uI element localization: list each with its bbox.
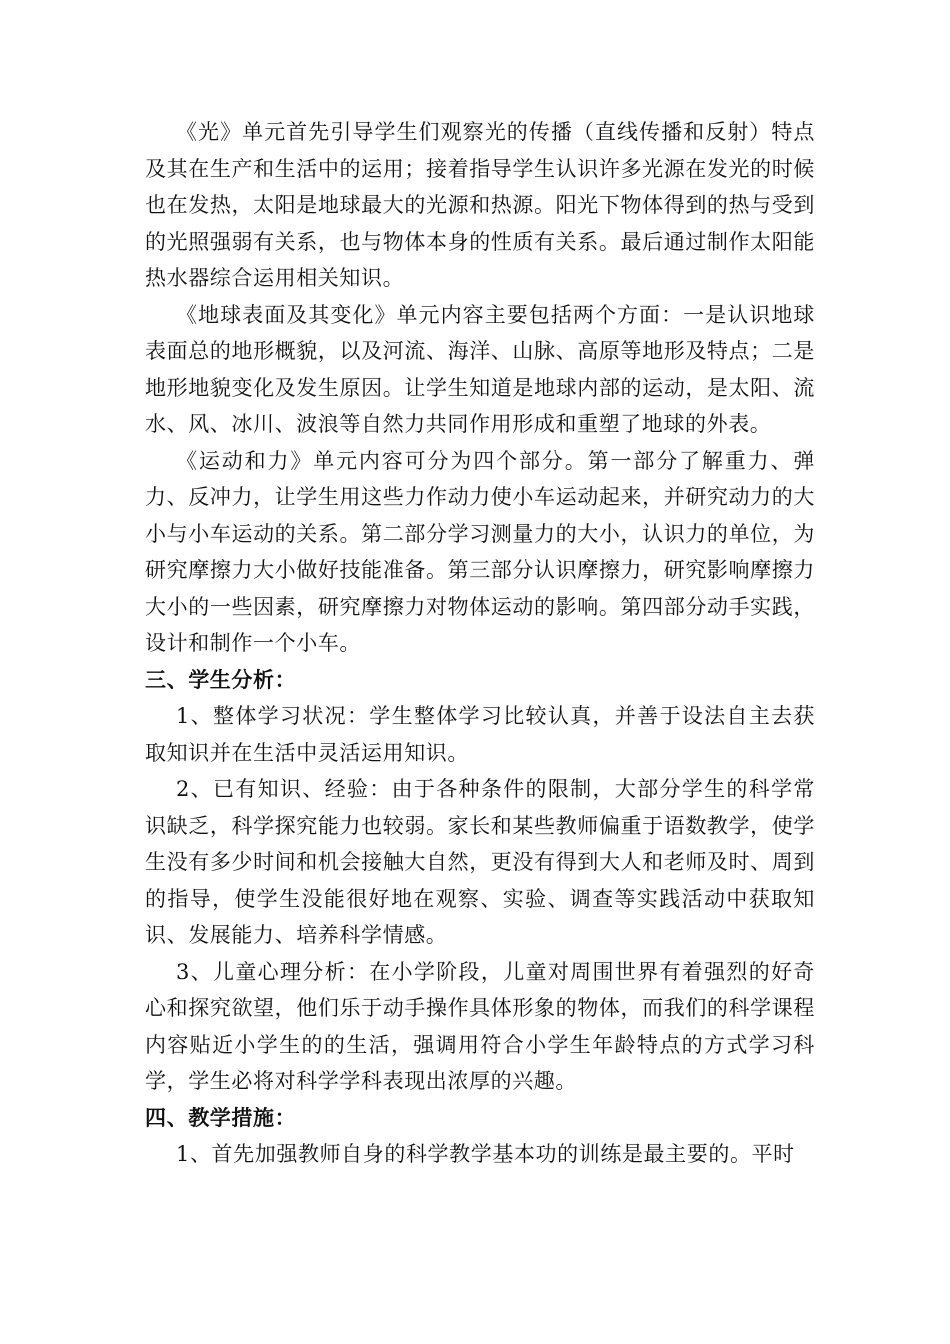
- student-analysis-item-3: 3、儿童心理分析：在小学阶段，儿童对周围世界有着强烈的好奇心和探究欲望，他们乐于动手操作具体形象的物体，而我们的科学课程内容贴近小学生的的生活，强调用符合小学生年龄特点的方式学习科学，学生必将对科学学科表现出浓厚的兴趣。: [145, 959, 815, 1093]
- teaching-measures-item-1: 1、首先加强教师自身的科学教学基本功的训练是最主要的。平时: [176, 1142, 795, 1166]
- document-body: [145, 114, 815, 1173]
- section-heading-teaching-measures: 四、教学措施：: [145, 1104, 297, 1130]
- student-analysis-item-1: 1、整体学习状况：学生整体学习比较认真，并善于设法自主去获取知识并在生活中灵活运用知识。: [145, 704, 815, 765]
- paragraph-motion-force-unit: 《运动和力》单元内容可分为四个部分。第一部分了解重力、弹力、反冲力，让学生用这些力作动力使小车运动起来，并研究动力的大小与小车运动的关系。第二部分学习测量力的大小，认识力的单位，为研究摩擦力大小做好技能准备。第三部分认识摩擦力，研究影响摩擦力大小的一些因素，研究摩擦力对物体运动的影响。第四部分动手实践，设计和制作一个小车。: [145, 448, 815, 655]
- paragraph-earth-surface-unit: 《地球表面及其变化》单元内容主要包括两个方面：一是认识地球表面总的地形概貌，以及河流、海洋、山脉、高原等地形及特点；二是地形地貌变化及发生原因。让学生知道是地球内部的运动，是太阳、流水、风、冰川、波浪等自然力共同作用形成和重塑了地球的外表。: [145, 302, 815, 436]
- section-heading-student-analysis: 三、学生分析：: [145, 666, 297, 692]
- student-analysis-item-2: 2、已有知识、经验：由于各种条件的限制，大部分学生的科学常识缺乏，科学探究能力也较弱。家长和某些教师偏重于语数教学，使学生没有多少时间和机会接触大自然，更没有得到大人和老师及时、周到的指导，使学生没能很好地在观察、实验、调查等实践活动中获取知识、发展能力、培养科学情感。: [145, 777, 815, 947]
- paragraph-light-unit: 《光》单元首先引导学生们观察光的传播（直线传播和反射）特点及其在生产和生活中的运用；接着指导学生认识许多光源在发光的时候也在发热，太阳是地球最大的光源和热源。阳光下物体得到的热与受到的光照强弱有关系，也与物体本身的性质有关系。最后通过制作太阳能热水器综合运用相关知识。: [145, 120, 815, 290]
